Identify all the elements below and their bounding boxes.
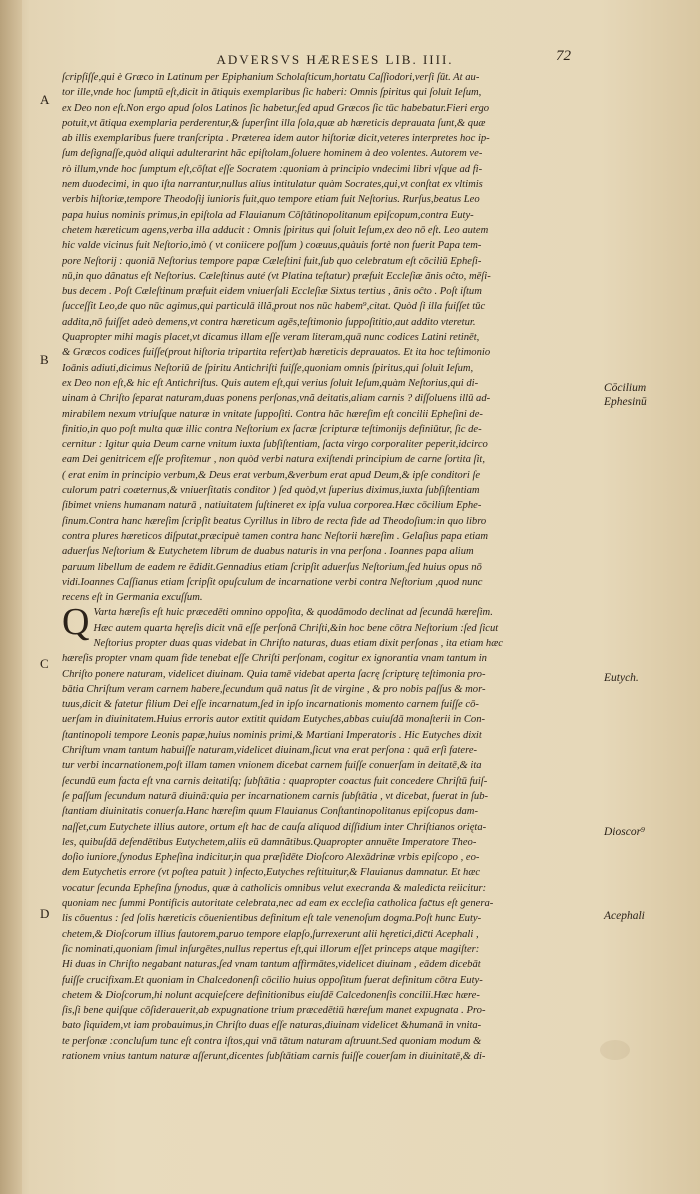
text-line: nū,in quo dãnatus eſt Neſtorius. Cæleſtinus auté (vt Platina teſtatur) præfuit Eccleſiæ ãnis oĉto, mēſi-	[62, 270, 491, 282]
text-line: mirabilem nexum vtriuſque naturæ in vnitate ſuppoſiti. Contra hãc hæreſim eſt concilii Epheſini de-	[62, 408, 483, 420]
text-line: ſis,ſi bene quiſque cōſiderauerit,ab expugnatione trium præcedētiū hæreſum manet expugnata . Pro-	[62, 1005, 486, 1017]
margin-note-concilium: Cōcilium	[604, 382, 647, 394]
text-line: uinam à Chriſto ſeparat naturam,duas ponens perſonas,vnã deitatis,aliam carnis ? diſſoluens illū ad-	[62, 393, 491, 405]
text-line: les, quibuſdā defendētibus Eutychetem,aliis eū damnãtibus.Quapropter annuēte Imperatore Theo-	[62, 836, 477, 848]
folio-number: 72	[556, 48, 571, 64]
text-line: bātia Chriſtum veram carnem habere,ſecundum quā natus ſit de virgine , & pro nobis paſſus & mor-	[62, 683, 486, 695]
text-line: chetem,& Dioſcorum illius fautorem,paruo tempore elapſo,ſurrexerunt alii hęretici,dic̄ti Acephali ,	[62, 928, 479, 940]
main-text	[62, 70, 600, 1064]
text-line: ſum deſignaſſe,quòd aliqui adulterarint hãc epiſtolam,ſoluere hominem à deo volentes. Autorem ve-	[62, 148, 483, 160]
section-letter-a: A	[40, 92, 50, 107]
text-line: recens eſt in Germania excuſſum.	[62, 592, 203, 604]
text-line: Chriſtum vnam tantum habuiſſe naturam,videlicet diuinam,ſicut vna erat perſona : quā erſi fatere-	[62, 745, 478, 757]
section-letter-b: B	[40, 352, 49, 367]
text-line: chetem hæreticum agens,verba illa adducit : Omnis ſpiritus qui ſoluit Ieſum,ex deo nō eſt. Leo autem	[62, 224, 489, 236]
margin-note-eutych: Eutych.	[604, 672, 639, 684]
text-line: quoniam nec ſummi Pontificis autoritate celebrata,nec ad eam ex eccleſia catholica fac̄tus eſt genera-	[62, 898, 494, 910]
text-line: cernitur : Igitur quia Deum carne vnitum iuxta ſubſiſtentiam, ſacta virgo corporaliter peperit,idcirco	[62, 439, 488, 451]
paragraph-1	[62, 70, 600, 605]
text-line: ſtantinopoli tempore Leonis papæ,huius nominis primi,& Martiani Imperatoris . Hic Eutyches dixit	[62, 729, 482, 741]
paragraph-2	[62, 601, 600, 1064]
text-line: ſtantiam diuinitatis conuerſa.Hanc hæreſim quum Flauianus Conſtantinopolitanus epiſcopus dam-	[62, 806, 478, 818]
text-line: fuiſſe crucifixam.Et quoniam in Chalcedonenſi cōcilio huius oppoſitum fuerat definitum cōtra Euty-	[62, 974, 483, 986]
section-letter-d: D	[40, 906, 50, 921]
text-line: culorum patri coæternus,& vniuerſitatis conditor ) ſed quòd,vt ſuperius diximus,iuxta ſubſiſtentiam	[62, 485, 480, 497]
text-line: potuit,vt ātiqua exemplaria perderentur,& ſuperſint illa ſola,quæ ab hæreticis deprauata ſunt,& quæ	[62, 117, 486, 129]
text-line: ex Deo non eſt,& hic eſt Antichriſtus. Quis autem eſt,qui verius ſoluit Ieſum,quàm Neſtorius,qui di-	[62, 377, 479, 389]
text-line: ſibimet vniens humanam naturā , natiuitatem ſuſtineret ex ipſa vulua corporea.Hæc cōcilium Ephe-	[62, 500, 482, 512]
text-line: Ioānis adiuti,dicimus Neſtoriū de ſpiritu Antichriſti fuiſſe,quoniam omnis ſpiritus,qui ſoluit Ieſum,	[62, 362, 474, 374]
paper-stain	[600, 1040, 630, 1060]
text-line: Quapropter mihi magis placet,vt dicamus illam eſſe veram literam,quā nunc codices Latini retinēt,	[62, 332, 480, 344]
text-line: finitio,in quo poſt multa quæ illic contra Neſtorium ex ſacræ ſcripturæ teſtimonijs definiūtur, ſic de-	[62, 423, 482, 435]
text-line: ex Deo non eſt.Non ergo apud ſolos Latinos ſic habetur,ſed apud Græcos ſic tūc habebatur.Fieri ergo	[62, 102, 490, 114]
text-line: ſecundū eum facta eſt vna carnis deitatiſq; ſubſtātia : quapropter coactus fuit concedere Chriſtū fuiſ-	[62, 775, 488, 787]
margin-note-dioscor: Dioscor⁹	[604, 826, 646, 838]
text-line: eam Dei genitricem eſſe profitemur , non quòd verbi natura exiſtendi principium de carne ſortita ſit,	[62, 454, 485, 466]
text-line: ſic nominati,quoniam ſimul inſurgētes,nullus repertus eſt,qui illorum eſſet princeps atque magiſter:	[62, 943, 480, 955]
text-line: tur verbi incarnationem,poſt illam tamen vnionem dicebat carnem fuiſſe conuerſam in deitatē,& ita	[62, 760, 482, 772]
text-line: Hæc autem quarta hęreſis dicit vnā eſſe perſonā Chriſti,&in hoc bene cōtra Neſtorium :ſed ſicut	[93, 622, 499, 634]
text-line: papa huius nominis primus,in epiſtola ad Flauianum Cōſtātinopolitanum epiſcopum,contra Euty-	[62, 209, 474, 221]
text-line: bato ſiquidem,vt iam probauimus,in Chriſto duas eſſe naturas,diuinam videlicet &humanā in vnita-	[62, 1020, 482, 1032]
binding-gutter	[0, 0, 22, 1194]
text-line: lis cōuentus : ſed ſolis hæreticis cōuenientibus definitum eſt tale venenoſum dogma.Poſt hunc Euty-	[62, 913, 482, 925]
section-letter-c: C	[40, 656, 49, 671]
text-line: te perſonæ :concluſum tunc eſt contra iſtos,qui vnā tātum naturam aſtruunt.Sed quoniam modum &	[62, 1035, 482, 1047]
text-line: ( erat enim in principio verbum,& Deus erat verbum,&verbum erat apud Deum,& ipſe conditori ſe	[62, 469, 481, 481]
text-line: verbis hiſtoriæ,tempore Theodoſij iunioris fuit,quo tempore etiam fuit Neſtorius. Rurſus,beatus Leo	[62, 194, 480, 206]
dropcap-q: Q	[62, 601, 90, 644]
text-line: naſſet,cum Eutychete illius autore, ortum eſt hac de cauſa aliquod diſſidium inter Chriſtianos orięta-	[62, 821, 487, 833]
text-line: dem Eutychetis errore (vt poſtea patuit ) infecto,Eutyches reſtituitur,& Flauianus damnatur. Et hæc	[62, 867, 481, 879]
running-title: ADVERSVS HÆRESES LIB. IIII.	[216, 52, 454, 67]
text-line: ſcripſiſſe,qui è Græco in Latinum per Epiphanium Scholaſticum,hortatu Caſſiodori,verſi ſūt. At au-	[62, 72, 480, 83]
text-line: aduerſus Neſtorium & Eutychetem librum de duabus naturis in vna perſona . Ioannes papa alium	[62, 546, 474, 558]
text-line: contra plures hæreticos diſputat,præcipuè tamen contra hanc Neſtorii hæreſim . Gelaſius papa etiam	[62, 530, 489, 542]
text-line: & Græcos codices fuiſſe(prout hiſtoria tripartita refert)ab hæreticis deprauatos. Et ita hoc teſtimonio	[62, 347, 491, 359]
text-line: Varta hæreſis eſt huic præcedēti omnino oppoſita, & quodāmodo declinat ad ſecundā hæreſim.	[93, 607, 493, 619]
text-line: ſe paſſum ſecundum naturā diuinā:quia per incarnationem carnis ſubſtātia , vt dicebat, fuerat in ſub-	[62, 790, 489, 802]
margin-note-ephesinum: Ephesinū	[604, 396, 647, 408]
text-line: ſucceſſit Leo,de quo nūc agimus,qui particulā illã,prout nos nūc habem⁹,citat. Quòd ſi illa fuiſſet tūc	[62, 301, 486, 313]
text-line: vidi.Ioannes Caſſianus etiam ſcripſit opuſculum de incarnatione verbi contra Neſtorium ,quod nunc	[62, 576, 483, 588]
text-line: addita,nō fuiſſet adeò demens,vt contra hæreticum agēs,teſtimonio ſuppoſititio,aut addito vteretur.	[62, 316, 476, 328]
text-line: uerſam in diuinitatem.Huius erroris autor extitit quidam Eutyches,abbas cuiuſdā monaſterii in Con-	[62, 714, 486, 726]
text-line: nem duodecimi, in quo iſta narrantur,nullus alius intitulatur quàm Socrates,qui,vt conſtat ex vltimis	[62, 179, 483, 191]
text-line: Hi duas in Chriſto negabant naturas,ſed vnam tantum affirmātes,videlicet diuinam , eādem dicebāt	[62, 959, 481, 971]
text-line: paruum libellum de eadem re ēdidit.Gennadius etiam ſcripſit aduerſus Neſtorium,ſed huius opus nō	[62, 561, 482, 573]
text-line: hæreſis propter vnam quam fide tenebat eſſe Chriſti perſonam, cogitur ex ignorantia vnam tantum in	[62, 653, 487, 665]
text-line: tuus,dicit & fatetur filium Dei eſſe incarnatum,ſed in ipſo incarnationis momento carnem fuiſſe cō-	[62, 699, 479, 711]
text-line: doſio iuniore,ſynodus Epheſina indicitur,in qua præſidēte Dioſcoro Alexādrinæ vrbis epiſcopo , eo-	[62, 852, 480, 864]
text-line: chetem & Dioſcorum,hi nolunt acquieſcere definitionibus eiuſdē Calcedonenſis concilii.Hæc hære-	[62, 989, 480, 1001]
text-line: Neſtorius propter duas quas videbat in Chriſto naturas, duas etiam dixit perſonas , ita etiam hæc	[93, 637, 503, 649]
text-line: vocatur ſecunda Epheſina ſynodus, quæ à catholicis omnibus velut execranda & maledicta reiicitur:	[62, 882, 487, 894]
text-line: ſinum.Contra hanc hæreſim ſcripſit beatus Cyrillus in libro de recta fide ad Theodoſium:in quo libro	[62, 515, 487, 527]
text-line: rationem vnius tantum naturæ aſſerunt,dicentes ſubſtātiam carnis fuiſſe couerſam in diuinitatē,& di-	[62, 1051, 486, 1062]
text-line: hic valde vicinus fuit Neſtorio,imò ( vt coniicere poſſum ) coæuus,quàuis fortè non fuerit Papa tem-	[62, 240, 482, 252]
text-line: pore Neſtorij : quoniā Neſtorius tempore papæ Cæleſtini fuit,ſub quo celebratum eſt cōciliū Epheſi-	[62, 255, 482, 267]
text-line: bus decem . Poſt Cæleſtinum præfuit eidem vniuerſali Eccleſiæ Sixtus tertius , ãnis oĉto . Poſt iſtum	[62, 286, 482, 298]
text-line: Chriſto ponere naturam, videlicet diuinam. Quia tamē videbat aperta ſacrę ſcripturę teſtimonia pro-	[62, 668, 486, 680]
text-line: ab illis exemplaribus fuere tranſcripta . Præterea idem autor hiſtoriæ dicit,veteres interpretes hoc ip-	[62, 133, 490, 145]
text-line: rò illum,vnde hoc ſumptum eſt,cōſtat eſſe Socratem :quoniam à principio vndecimi libri vſque ad fi-	[62, 163, 483, 175]
text-line: tor ille,vnde hoc ſumptū eſt,dicit in ātiquis exemplaribus ſic haberi: Omnis ſpiritus qui ſoluit Ieſum,	[62, 87, 482, 99]
margin-note-acephali: Acephali	[604, 910, 645, 922]
